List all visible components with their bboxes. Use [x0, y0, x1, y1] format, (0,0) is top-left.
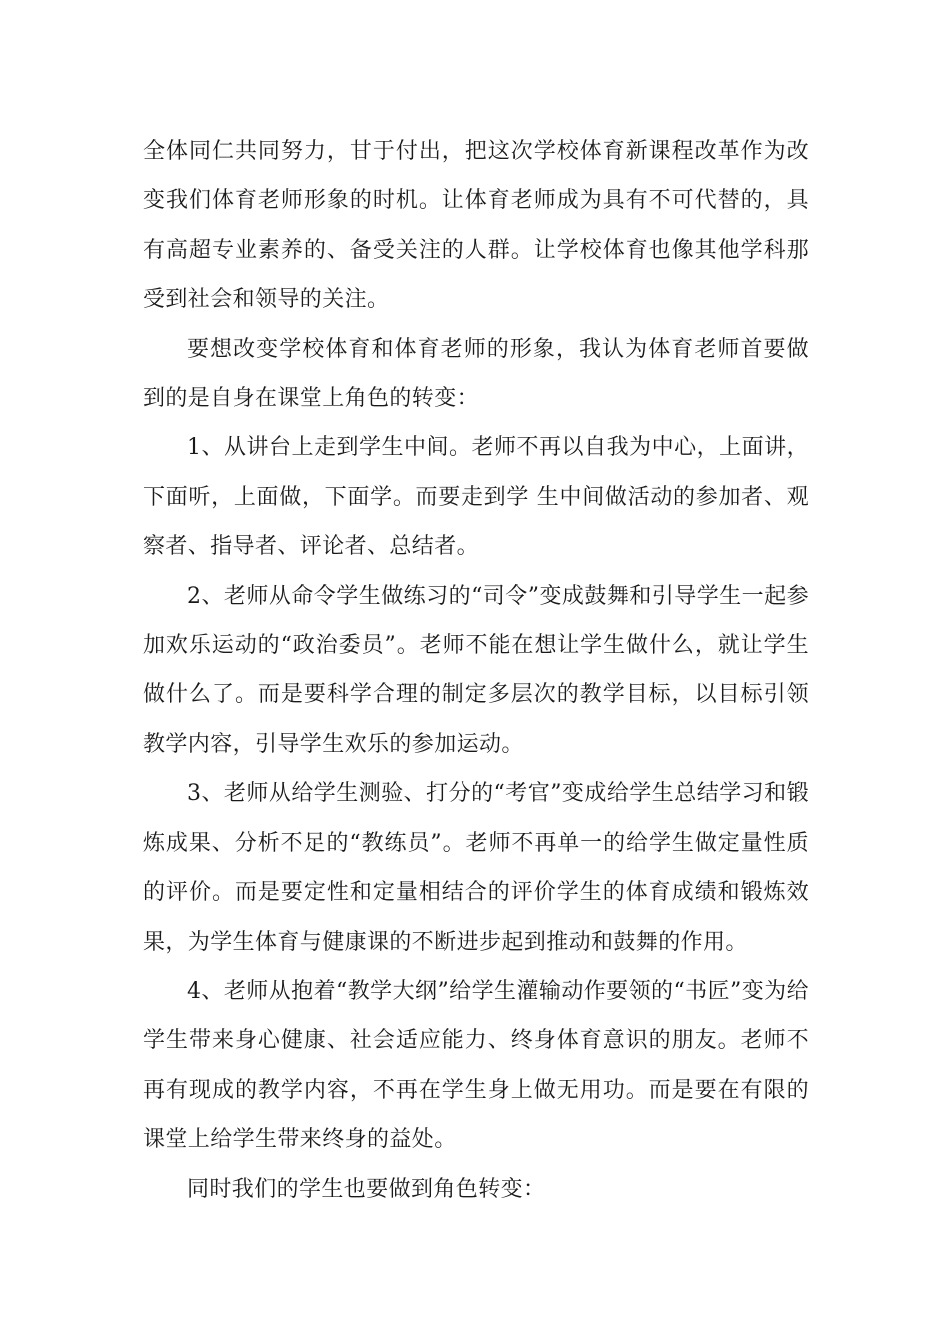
paragraph-3: 1、从讲台上走到学生中间。老师不再以自我为中心，上面讲，下面听，上面做，下面学。而要走到学 生中间做活动的参加者、观察者、指导者、评论者、总结者。 — [143, 435, 809, 560]
paragraph-7: 同时我们的学生也要做到角色转变： — [187, 1176, 546, 1202]
paragraph-6: 4、老师从抱着“教学大纲”给学生灌输动作要领的“书匠”变为给学生带来身心健康、社会适应能力、终身体育意识的朋友。老师不再有现成的教学内容，不再在学生身上做无用功。而是要在有限的课堂上给学生带来终身的益处。 — [143, 978, 809, 1153]
paragraph-1: 全体同仁共同努力，甘于付出，把这次学校体育新课程改革作为改变我们体育老师形象的时机。让体育老师成为具有不可代替的，具有高超专业素养的、备受关注的人群。让学校体育也像其他学科那受到社会和领导的关注。 — [143, 139, 809, 313]
paragraph-4: 2、老师从命令学生做练习的“司令”变成鼓舞和引导学生一起参加欢乐运动的“政治委员”。老师不能在想让学生做什么，就让学生做什么了。而是要科学合理的制定多层次的教学目标，以目标引领教学内容，引导学生欢乐的参加运动。 — [143, 583, 809, 757]
document-body — [143, 127, 809, 1214]
paragraph-2: 要想改变学校体育和体育老师的形象，我认为体育老师首要做到的是自身在课堂上角色的转变： — [143, 336, 809, 412]
paragraph-5: 3、老师从给学生测验、打分的“考官”变成给学生总结学习和锻炼成果、分析不足的“教练员”。老师不再单一的给学生做定量性质的评价。而是要定性和定量相结合的评价学生的体育成绩和锻炼效果，为学生体育与健康课的不断进步起到推动和鼓舞的作用。 — [143, 781, 809, 955]
